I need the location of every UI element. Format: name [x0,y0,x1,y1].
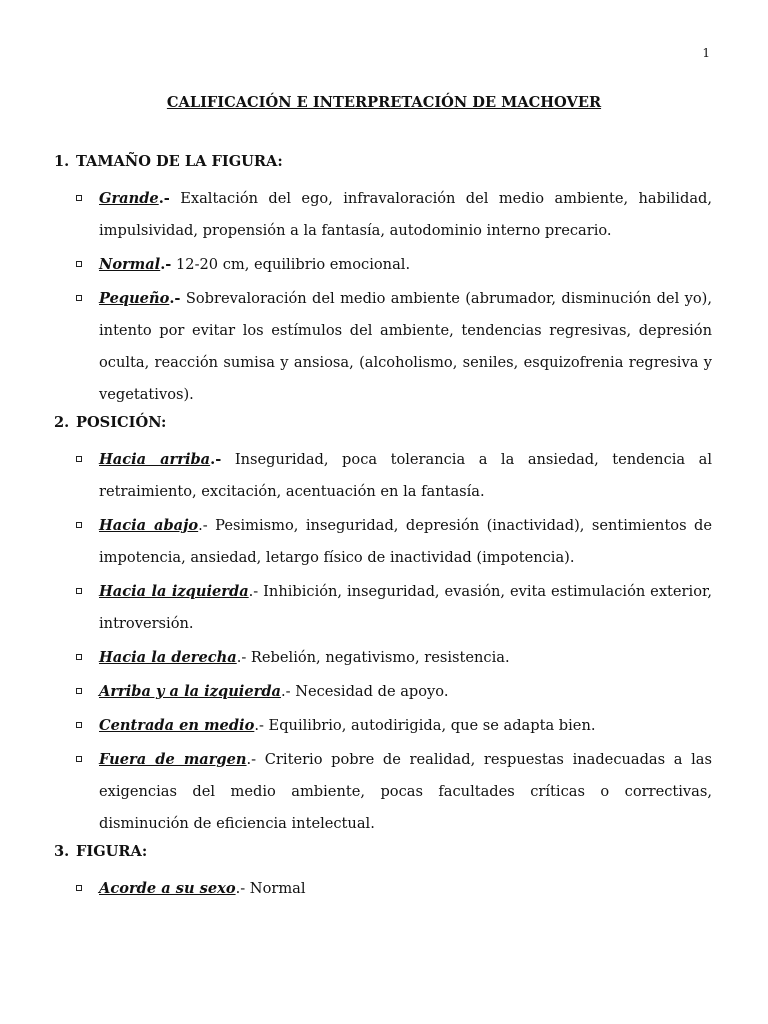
list-item [54,283,712,411]
section-heading [54,842,712,862]
item-separator: .- [160,256,172,273]
page-number: 1 [702,46,710,60]
item-separator: .- [254,717,264,734]
item-term: Centrada en medio [99,717,255,734]
document-body [54,152,712,907]
item-separator: .- [169,290,181,307]
item-text: Sobrevaloración del medio ambiente (abrumador, disminución del yo), intento por evitar los estímulos del ambiente, tendencias regresivas, depresión oculta, reacción sumisa y ansiosa, (alcoholismo, seniles, esquizofrenia regresiva y vegetativos). [99,290,712,403]
square-bullet-icon [76,195,82,201]
square-bullet-icon [76,588,82,594]
list-item [54,183,712,247]
section-number: 2. [54,414,70,431]
list-item [54,676,712,708]
section-title: TAMAÑO DE LA FIGURA: [76,153,283,170]
square-bullet-icon [76,522,82,528]
document-title: CALIFICACIÓN E INTERPRETACIÓN DE MACHOVER [166,94,602,111]
item-separator: .- [248,583,259,600]
item-term: Fuera de margen [99,751,247,768]
item-term: Acorde a su sexo [99,880,236,897]
item-text: Pesimismo, inseguridad, depresión (inactividad), sentimientos de impotencia, ansiedad, letargo físico de inactividad (impotencia). [99,517,713,566]
list-item [54,710,712,742]
item-separator: .- [158,190,170,207]
item-term: Hacia abajo [99,517,199,534]
list-item [54,444,712,508]
square-bullet-icon [76,654,82,660]
square-bullet-icon [76,261,82,267]
item-text: Equilibrio, autodirigida, que se adapta bien. [263,717,596,734]
section-posicion [54,413,712,840]
item-term: Grande [99,190,159,207]
list-item [54,249,712,281]
square-bullet-icon [76,688,82,694]
item-text: Criterio pobre de realidad, respuestas inadecuadas a las exigencias del medio ambiente, pocas facultades críticas o correctivas, disminución de eficiencia intelectual. [99,751,713,832]
section-title: FIGURA: [76,843,148,860]
square-bullet-icon [76,295,82,301]
item-text: Normal [245,880,306,897]
square-bullet-icon [76,456,82,462]
square-bullet-icon [76,756,82,762]
item-text: 12-20 cm, equilibrio emocional. [171,256,411,273]
item-list [54,183,712,411]
section-figura [54,842,712,905]
item-text: Inseguridad, poca tolerancia a la ansiedad, tendencia al retraimiento, excitación, acentuación en la fantasía. [99,451,713,500]
list-item [54,873,712,905]
list-item [54,744,712,840]
list-item [54,642,712,674]
item-separator: .- [210,451,222,468]
item-term: Hacia arriba [99,451,211,468]
item-separator: .- [198,517,208,534]
square-bullet-icon [76,885,82,891]
item-text: Inhibición, inseguridad, evasión, evita estimulación exterior, introversión. [99,583,712,632]
section-number: 1. [54,153,70,170]
square-bullet-icon [76,722,82,728]
item-separator: .- [236,649,247,666]
item-separator: .- [281,683,291,700]
list-item [54,576,712,640]
item-list [54,873,712,905]
item-term: Hacia la derecha [99,649,237,666]
item-term: Pequeño [99,290,170,307]
section-tamano [54,152,712,411]
section-number: 3. [54,843,70,860]
item-separator: .- [235,880,246,897]
item-separator: .- [246,751,257,768]
item-term: Arriba y a la izquierda [99,683,281,700]
item-text: Necesidad de apoyo. [290,683,449,700]
item-list [54,444,712,840]
section-title: POSICIÓN: [76,414,167,431]
item-term: Normal [99,256,161,273]
section-heading [54,152,712,172]
list-item [54,510,712,574]
item-term: Hacia la izquierda [99,583,249,600]
item-text: Exaltación del ego, infravaloración del medio ambiente, habilidad, impulsividad, propensión a la fantasía, autodominio interno precario. [99,190,712,239]
section-heading [54,413,712,433]
item-text: Rebelión, negativismo, resistencia. [246,649,510,666]
